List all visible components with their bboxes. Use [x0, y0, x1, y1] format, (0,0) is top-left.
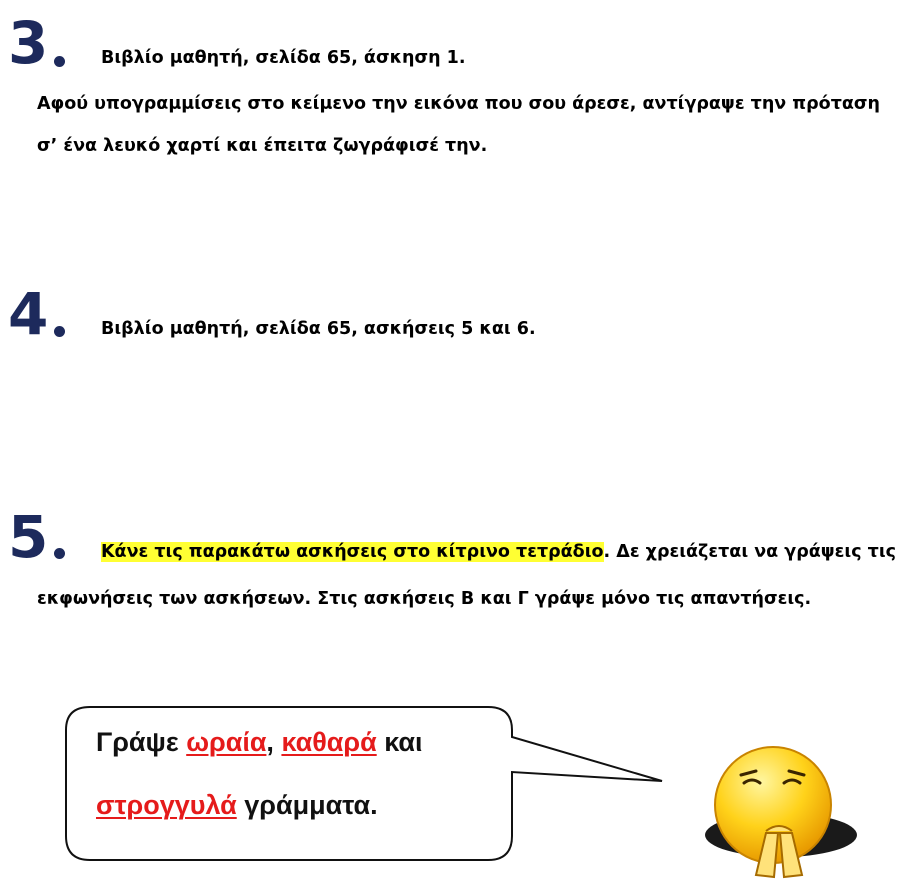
bubble-word: και — [376, 727, 423, 757]
bubble-word: , — [266, 727, 282, 757]
section-5-line-1: εκφωνήσεις των ασκήσεων. Στις ασκήσεις Β και Γ γράψε μόνο τις απαντήσεις. — [37, 589, 812, 609]
section-3-line-1: Αφού υπογραμμίσεις στο κείμενο την εικόνα που σου άρεσε, αντίγραψε την πρόταση — [37, 94, 880, 114]
bubble-line-1 — [96, 729, 422, 756]
section-5-heading-rest: . Δε χρειάζεται να γράψεις τις — [603, 542, 897, 562]
section-3-heading: Βιβλίο μαθητή, σελίδα 65, άσκηση 1. — [101, 48, 466, 68]
section-number-4: 4 — [8, 280, 48, 348]
bubble-red-word: ωραία — [186, 727, 267, 757]
bubble-red-word: καθαρά — [281, 727, 377, 757]
highlighted-instruction: Κάνε τις παρακάτω ασκήσεις στο κίτρινο τετράδιο — [101, 542, 604, 562]
bubble-word: Γράψε — [96, 727, 187, 757]
bubble-red-word: στρογγυλά — [96, 790, 237, 820]
praying-smiley-icon — [696, 735, 866, 885]
section-number-5: 5 — [8, 503, 48, 571]
bubble-line-2 — [96, 792, 378, 819]
bubble-word: γράμματα. — [236, 790, 378, 820]
section-number-3: 3 — [8, 9, 48, 77]
section-4-heading: Βιβλίο μαθητή, σελίδα 65, ασκήσεις 5 και 6. — [101, 319, 536, 339]
section-3-line-2: σ’ ένα λευκό χαρτί και έπειτα ζωγράφισέ την. — [37, 136, 488, 156]
